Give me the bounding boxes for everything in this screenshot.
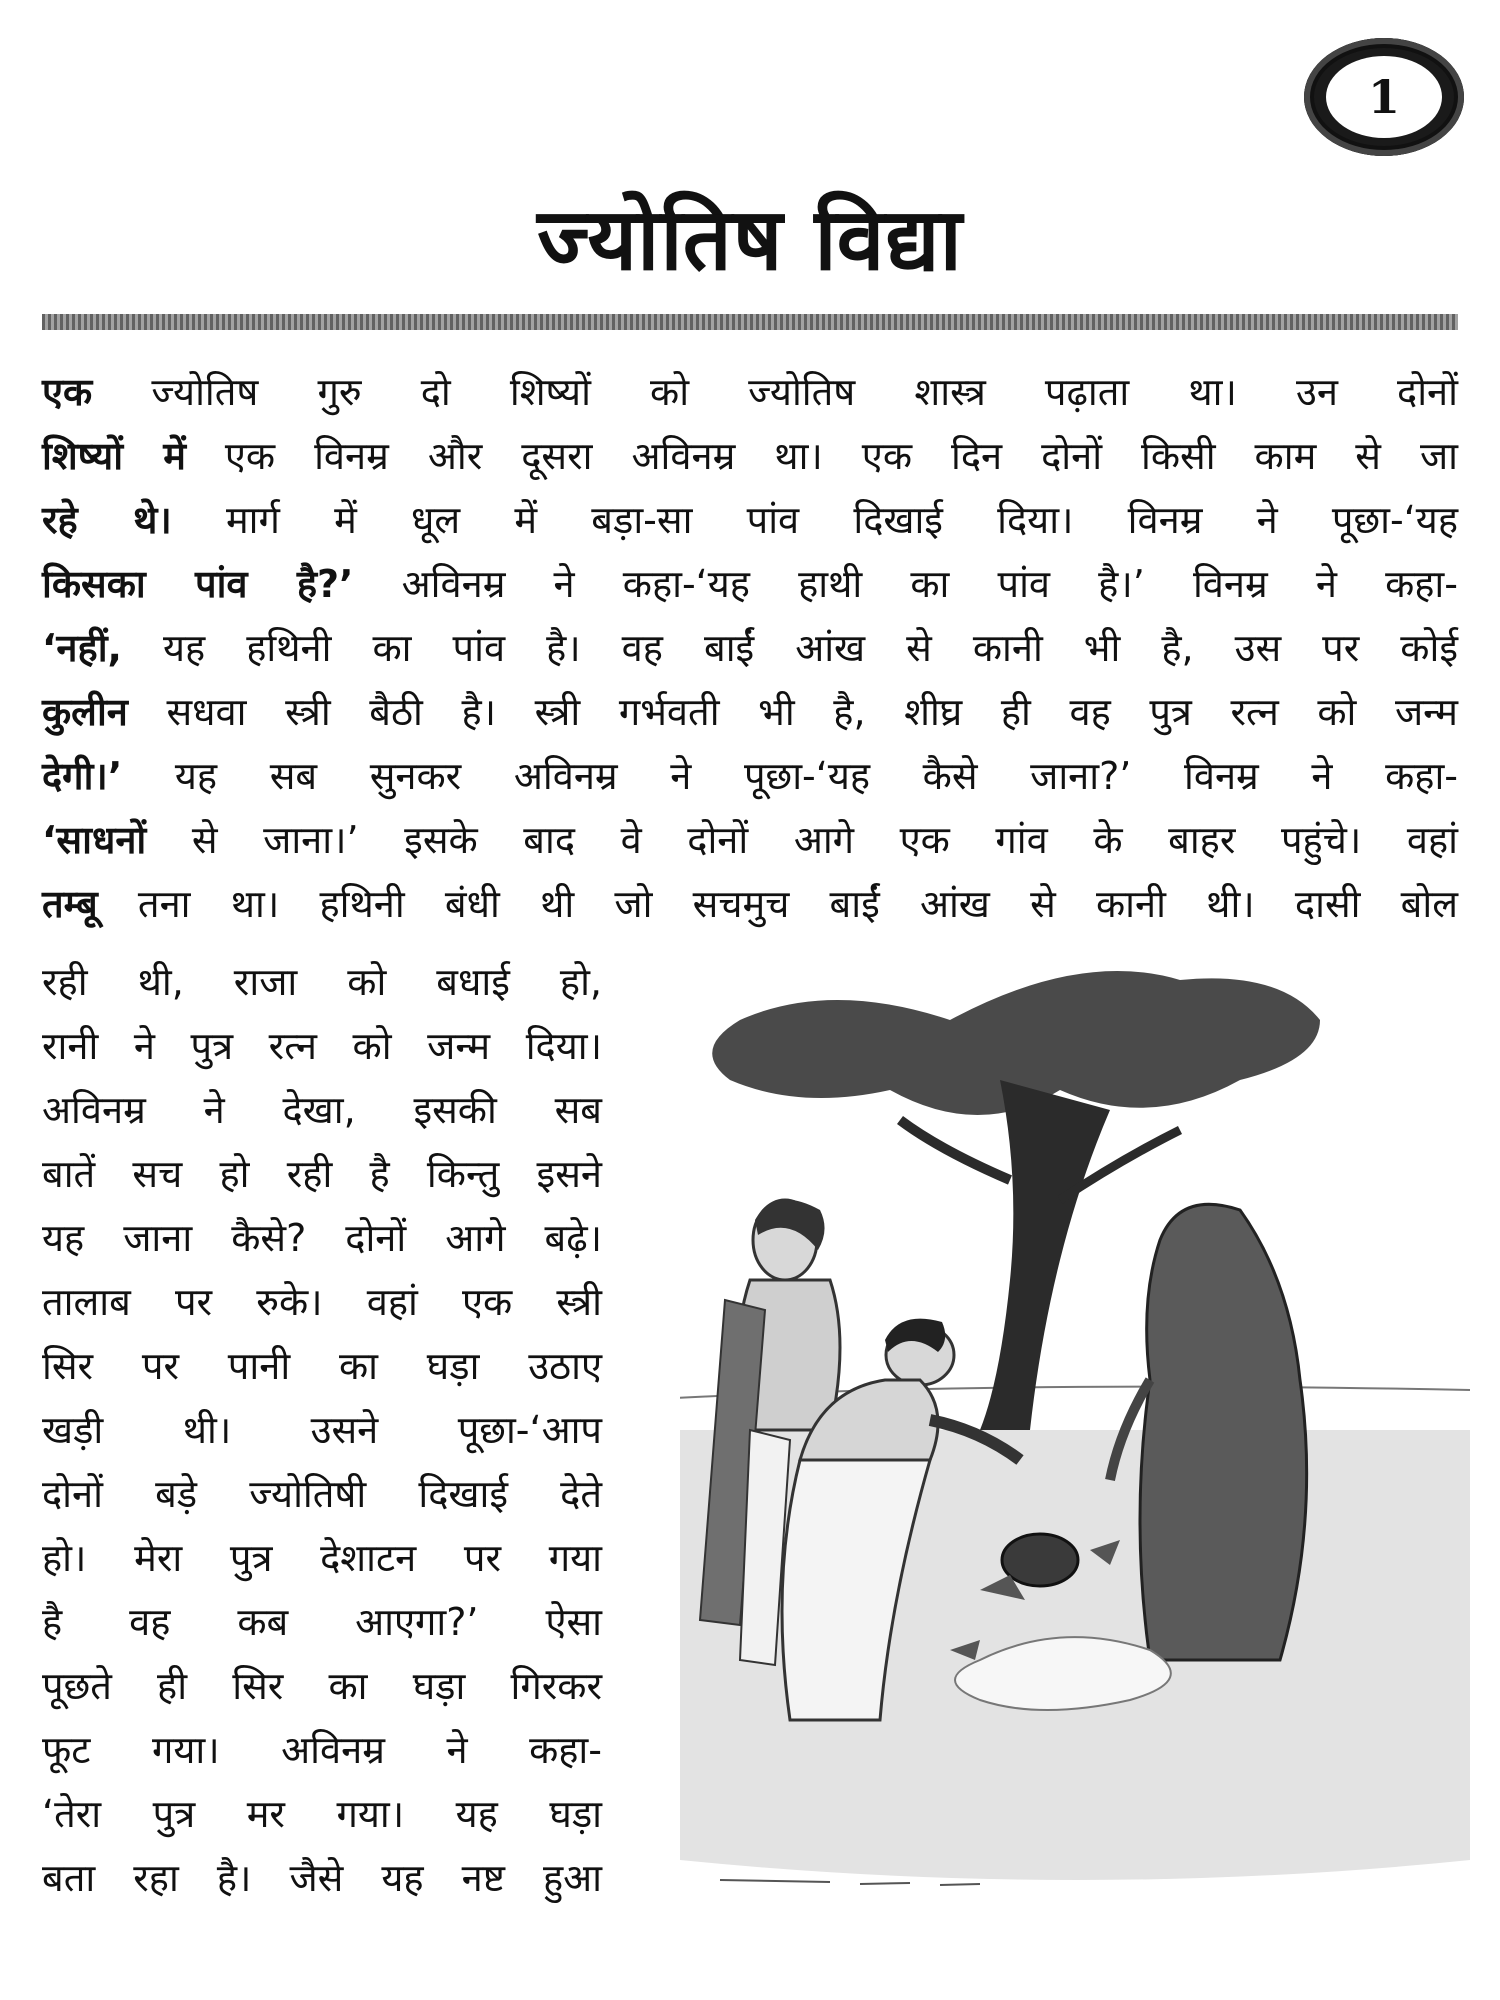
text-line-body: ज्योतिष गुरु दो शिष्यों को ज्योतिष शास्त्र पढ़ाता था। उन दोनों: [92, 370, 1458, 414]
text-line-lead: ‘साधनों: [42, 818, 147, 862]
text-line: [42, 808, 1458, 872]
text-line-lead: देगी।’: [42, 754, 123, 798]
text-line: [42, 552, 1458, 616]
text-line: [42, 744, 1458, 808]
narrow-text-line: है वह कब आएगा?’ ऐसा: [42, 1600, 602, 1644]
page-number-badge-inner: [1326, 56, 1442, 138]
text-line-body: एक विनम्र और दूसरा अविनम्र था। एक दिन दोनों किसी काम से जा: [185, 434, 1459, 478]
text-line-body: तना था। हथिनी बंधी थी जो सचमुच बाईं आंख से कानी थी। दासी बोल: [97, 882, 1458, 926]
narrow-text-line: रही थी, राजा को बधाई हो,: [42, 960, 602, 1004]
narrow-text-line: अविनम्र ने देखा, इसकी सब: [42, 1088, 602, 1132]
text-line-lead: कुलीन: [42, 690, 128, 734]
text-line-body: यह हथिनी का पांव है। वह बाईं आंख से कानी भी है, उस पर कोई: [121, 626, 1458, 670]
narrow-text-line: सिर पर पानी का घड़ा उठाए: [42, 1344, 602, 1388]
narrow-text-line: बता रहा है। जैसे यह नष्ट हुआ: [42, 1856, 602, 1900]
text-line: [42, 424, 1458, 488]
narrow-text-line: बातें सच हो रही है किन्तु इसने: [42, 1152, 602, 1196]
narrow-text-line: पूछते ही सिर का घड़ा गिरकर: [42, 1664, 602, 1708]
text-line: [42, 488, 1458, 552]
text-line-body: मार्ग में धूल में बड़ा-सा पांव दिखाई दिया। विनम्र ने पूछा-‘यह: [171, 498, 1459, 542]
narrow-text-line: यह जाना कैसे? दोनों आगे बढ़े।: [42, 1216, 602, 1260]
text-line-lead: एक: [42, 370, 93, 414]
narrow-text-line: हो। मेरा पुत्र देशाटन पर गया: [42, 1536, 602, 1580]
text-line: [42, 680, 1458, 744]
narrow-text-line: खड़ी थी। उसने पूछा-‘आप: [42, 1408, 602, 1452]
chapter-title: ज्योतिष विद्या: [537, 190, 963, 290]
narrow-text-line: फूट गया। अविनम्र ने कहा-: [42, 1728, 602, 1772]
text-line-body: अविनम्र ने कहा-‘यह हाथी का पांव है।’ विनम्र ने कहा-: [353, 562, 1458, 606]
text-line: [42, 872, 1458, 936]
text-line-body: से जाना।’ इसके बाद वे दोनों आगे एक गांव के बाहर पहुंचे। वहां: [146, 818, 1458, 862]
narrow-text-line: तालाब पर रुके। वहां एक स्त्री: [42, 1280, 602, 1324]
narrow-text-line: रानी ने पुत्र रत्न को जन्म दिया।: [42, 1024, 602, 1068]
text-line: [42, 616, 1458, 680]
text-line-lead: रहे थे।: [42, 498, 172, 542]
text-line: [42, 360, 1458, 424]
title-divider: [42, 314, 1458, 330]
text-line-lead: ‘नहीं,: [42, 626, 122, 670]
text-line-body: यह सब सुनकर अविनम्र ने पूछा-‘यह कैसे जाना?’ विनम्र ने कहा-: [122, 754, 1458, 798]
page-number: 1: [1367, 70, 1400, 124]
text-line-lead: किसका पांव है?’: [42, 562, 354, 606]
page-number-badge: [1304, 38, 1464, 156]
text-line-lead: तम्बू: [42, 882, 98, 926]
narrow-text-line: ‘तेरा पुत्र मर गया। यह घड़ा: [42, 1792, 602, 1836]
text-line-lead: शिष्यों में: [42, 434, 186, 478]
text-line-body: सधवा स्त्री बैठी है। स्त्री गर्भवती भी है, शीघ्र ही वह पुत्र रत्न को जन्म: [127, 690, 1458, 734]
narrow-text-line: दोनों बड़े ज्योतिषी दिखाई देते: [42, 1472, 602, 1516]
story-illustration: [680, 960, 1470, 1920]
